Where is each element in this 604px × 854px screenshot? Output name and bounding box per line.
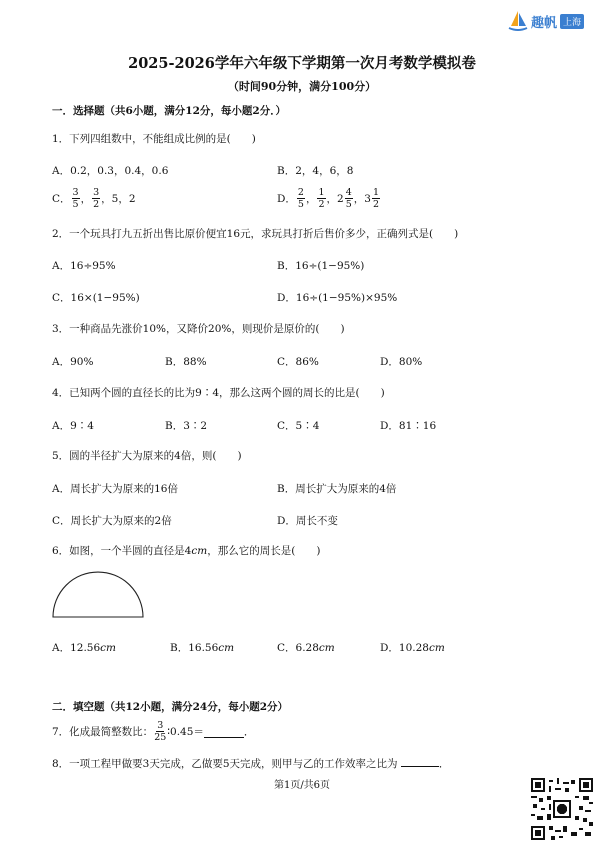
unit: cm bbox=[100, 642, 116, 654]
question-7-label: 7．化成最简整数比： bbox=[52, 726, 154, 738]
question-2-option-a: A．16÷95% bbox=[52, 260, 116, 272]
fraction bbox=[154, 720, 166, 743]
question-3-option-c: C．86% bbox=[277, 356, 319, 368]
question-5-option-d: D．周长不变 bbox=[277, 515, 338, 527]
fraction bbox=[92, 187, 100, 210]
denominator: 2 bbox=[372, 199, 379, 210]
mixed-number bbox=[364, 187, 381, 210]
question-6-option-d bbox=[380, 640, 445, 655]
unit: cm bbox=[191, 545, 208, 557]
question-3-option-d: D．80% bbox=[380, 356, 423, 368]
separator: ， bbox=[353, 193, 365, 205]
fraction bbox=[372, 187, 380, 210]
question-4-option-b: B．3∶2 bbox=[165, 420, 208, 432]
question-4-option-d: D．81∶16 bbox=[380, 420, 437, 432]
mixed-number bbox=[337, 187, 354, 210]
question-4-stem: 4．已知两个圆的直径长的比为9∶4，那么这两个圆的周长的比是( ) bbox=[52, 387, 385, 399]
question-6-option-c bbox=[277, 640, 335, 655]
qr-code-icon bbox=[531, 778, 593, 840]
question-2-option-d: D．16÷(1−95%)×95% bbox=[277, 292, 398, 304]
option-text: B．16.56 bbox=[170, 642, 219, 654]
question-8-text: 8．一项工程甲做要3天完成，乙做要5天完成，则甲与乙的工作效率之比为 bbox=[52, 758, 398, 770]
unit: cm bbox=[218, 642, 235, 654]
question-4-option-a: A．9∶4 bbox=[52, 420, 94, 432]
question-3-option-b: B．88% bbox=[165, 356, 207, 368]
page-number: 第1页/共6页 bbox=[273, 780, 331, 791]
denominator: 25 bbox=[154, 732, 167, 743]
question-5-option-b: B．周长扩大为原来的4倍 bbox=[277, 483, 397, 495]
question-7-rest: ∶0.45＝ bbox=[167, 726, 204, 738]
numerator: 1 bbox=[372, 187, 379, 198]
question-5-option-c: C．周长扩大为原来的2倍 bbox=[52, 515, 172, 527]
sail-icon bbox=[508, 10, 528, 32]
question-2-option-b: B．16÷(1−95%) bbox=[277, 260, 365, 272]
numerator: 4 bbox=[345, 187, 352, 198]
page-title: 2025-2026学年六年级下学期第一次月考数学模拟卷 bbox=[128, 55, 476, 72]
unit: cm bbox=[318, 642, 335, 654]
whole-part: 3 bbox=[364, 192, 371, 205]
numerator: 3 bbox=[157, 720, 164, 731]
brand-region-badge: 上海 bbox=[560, 14, 584, 29]
numerator: 2 bbox=[297, 187, 304, 198]
brand-logo bbox=[508, 10, 584, 32]
question-1-option-b: B．2，4，6，8 bbox=[277, 165, 354, 177]
question-5-option-a: A．周长扩大为原来的16倍 bbox=[52, 483, 178, 495]
separator: ， bbox=[305, 193, 317, 205]
option-label: D． bbox=[277, 193, 296, 205]
fraction bbox=[317, 187, 325, 210]
whole-part: 2 bbox=[337, 192, 344, 205]
numerator: 3 bbox=[93, 187, 100, 198]
denominator: 5 bbox=[345, 199, 352, 210]
section-heading-choice: 一．选择题（共6小题，满分12分，每小题2分．） bbox=[52, 105, 286, 117]
question-6-stem bbox=[52, 543, 320, 558]
fraction bbox=[297, 187, 305, 210]
separator: ， bbox=[80, 193, 92, 205]
separator: ， bbox=[326, 193, 338, 205]
option-text: A．12.56 bbox=[52, 642, 101, 654]
option-rest: ，5，2 bbox=[101, 193, 136, 205]
denominator: 2 bbox=[93, 199, 100, 210]
denominator: 2 bbox=[318, 199, 325, 210]
question-8-end: ． bbox=[438, 758, 450, 770]
option-text: D．10.28 bbox=[380, 642, 429, 654]
denominator: 5 bbox=[297, 199, 304, 210]
option-label: C． bbox=[52, 193, 71, 205]
question-8 bbox=[52, 755, 449, 771]
answer-blank[interactable] bbox=[401, 755, 439, 767]
question-1-option-a: A．0.2，0.3，0.4，0.6 bbox=[52, 165, 169, 177]
question-3-stem: 3．一种商品先涨价10%，又降价20%，则现价是原价的( ) bbox=[52, 323, 345, 335]
stem-part: ，那么它的周长是( ) bbox=[207, 545, 321, 557]
brand-name: 趣帆 bbox=[531, 15, 558, 31]
question-2-option-c: C．16×(1−95%) bbox=[52, 292, 140, 304]
semicircle-figure bbox=[50, 568, 146, 620]
section-heading-fill: 二．填空题（共12小题，满分24分，每小题2分） bbox=[52, 701, 289, 713]
stem-part: 6．如图，一个半圆的直径是4 bbox=[52, 545, 192, 557]
question-1-option-d bbox=[277, 187, 381, 210]
numerator: 1 bbox=[318, 187, 325, 198]
question-6-option-a bbox=[52, 640, 116, 655]
question-7-end: ． bbox=[243, 726, 255, 738]
question-7 bbox=[52, 720, 254, 743]
question-5-stem: 5．圆的半径扩大为原来的4倍，则( ) bbox=[52, 450, 242, 462]
option-text: C．6.28 bbox=[277, 642, 319, 654]
question-1-stem: 1．下列四组数中，不能组成比例的是( ) bbox=[52, 133, 256, 145]
denominator: 5 bbox=[72, 199, 79, 210]
question-3-option-a: A．90% bbox=[52, 356, 94, 368]
question-1-option-c bbox=[52, 187, 136, 210]
fraction bbox=[345, 187, 353, 210]
page-subtitle: （时间90分钟，满分100分） bbox=[227, 80, 377, 93]
unit: cm bbox=[428, 642, 445, 654]
numerator: 3 bbox=[72, 187, 79, 198]
question-2-stem: 2．一个玩具打九五折出售比原价便宜16元，求玩具打折后售价多少，正确列式是( ) bbox=[52, 228, 459, 240]
question-6-option-b bbox=[170, 640, 234, 655]
fraction bbox=[72, 187, 80, 210]
answer-blank[interactable] bbox=[204, 726, 244, 738]
question-4-option-c: C．5∶4 bbox=[277, 420, 320, 432]
